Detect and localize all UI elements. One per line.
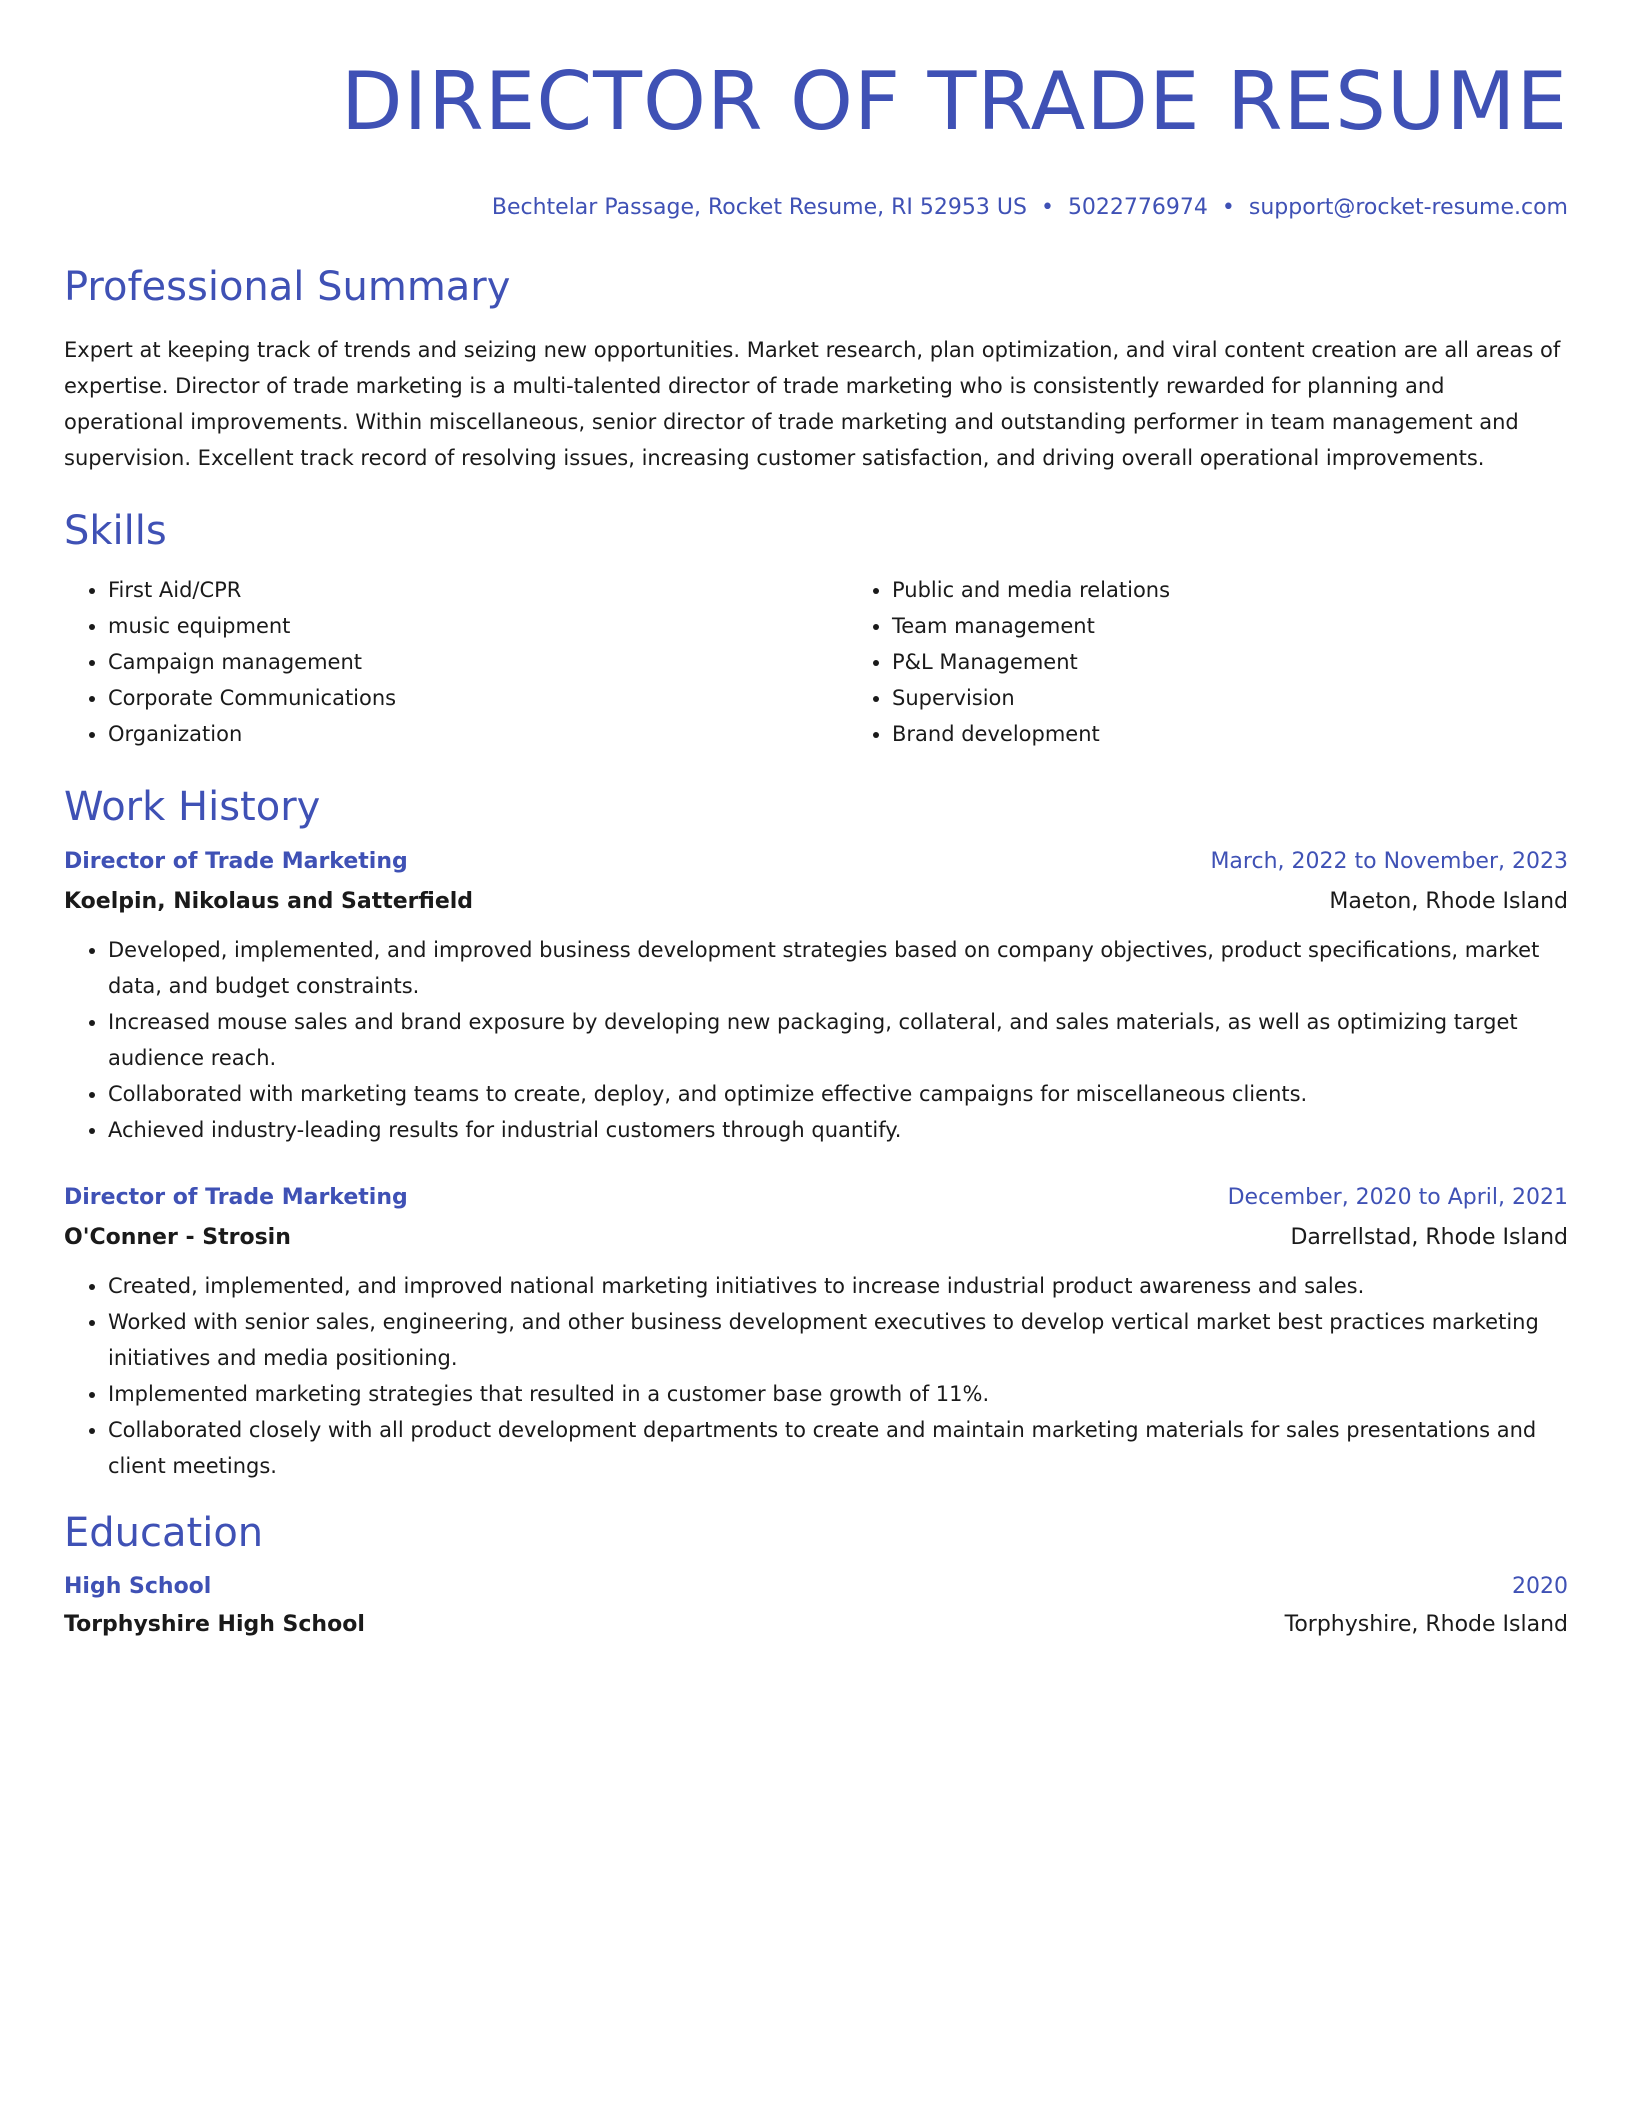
education-school: Torphyshire High School: [64, 1612, 365, 1637]
skill-item: • Supervision: [892, 680, 1170, 716]
job-bullet: • Collaborated with marketing teams to create, deploy, and optimize effective campaigns for miscellaneous clients.: [108, 1076, 1568, 1112]
job-bullet: • Implemented marketing strategies that resulted in a customer base growth of 11%.: [108, 1376, 1568, 1412]
job-bullet: • Increased mouse sales and brand exposure by developing new packaging, collateral, and sales materials, as well as optimizing target audience reach.: [108, 1004, 1568, 1076]
job-bullet: • Collaborated closely with all product development departments to create and maintain marketing materials for sales presentations and client meetings.: [108, 1412, 1568, 1484]
skill-item: • Organization: [108, 716, 848, 752]
job-location: Darrellstad, Rhode Island: [1290, 1225, 1568, 1250]
education-degree-row: [64, 1568, 1568, 1606]
summary-section: [64, 262, 1568, 476]
job-bullet: • Achieved industry-leading results for industrial customers through quantify.: [108, 1112, 1568, 1148]
skill-item: • Brand development: [892, 716, 1170, 752]
work-history-section: [64, 782, 1568, 1484]
skills-section: [64, 506, 1568, 752]
job-company-row: [64, 1218, 1568, 1258]
resume-title: DIRECTOR OF TRADE RESUME: [340, 55, 1568, 148]
skills-grid: [64, 572, 1568, 752]
job-location: Maeton, Rhode Island: [1329, 889, 1568, 914]
education-location: Torphyshire, Rhode Island: [1284, 1612, 1568, 1637]
job-bullets: [64, 932, 1568, 1148]
skills-list-right: [848, 572, 1170, 752]
education-degree: High School: [64, 1574, 212, 1599]
skill-item: • Public and media relations: [892, 572, 1170, 608]
job-bullet: • Created, implemented, and improved national marketing initiatives to increase industrial product awareness and sales.: [108, 1268, 1568, 1304]
education-year: 2020: [1512, 1574, 1568, 1599]
job-bullet: • Developed, implemented, and improved business development strategies based on company objectives, product specifications, market data, and budget constraints.: [108, 932, 1568, 1004]
resume-header: [64, 52, 1568, 222]
skill-item: • P&L Management: [892, 644, 1170, 680]
job-entry: [64, 842, 1568, 1148]
skill-item: • Team management: [892, 608, 1170, 644]
job-title-row: [64, 1178, 1568, 1218]
contact-line: [64, 194, 1568, 222]
job-title-row: [64, 842, 1568, 882]
education-section: [64, 1508, 1568, 1644]
education-school-row: [64, 1606, 1568, 1644]
contact-email: support@rocket-resume.com: [1248, 195, 1568, 220]
summary-text: Expert at keeping track of trends and seizing new opportunities. Market research, plan optimization, and viral content creation are all areas of expertise. Director of trade marketing is a multi-talented director of trade marketing who is consistently rewarded for planning and operational improvements. Within miscellaneous, senior director of trade marketing and outstanding performer in team management and supervision. Excellent track record of resolving issues, increasing customer satisfaction, and driving overall operational improvements.: [64, 338, 1561, 470]
education-entry: [64, 1568, 1568, 1644]
job-dates: December, 2020 to April, 2021: [1227, 1185, 1568, 1210]
skills-list-left: [64, 572, 848, 752]
job-dates: March, 2022 to November, 2023: [1210, 849, 1568, 874]
job-company: Koelpin, Nikolaus and Satterfield: [64, 889, 474, 914]
job-bullets: [64, 1268, 1568, 1484]
skill-item: • Campaign management: [108, 644, 848, 680]
contact-separator: •: [1221, 195, 1235, 220]
skill-item: • First Aid/CPR: [108, 572, 848, 608]
job-bullet: • Worked with senior sales, engineering, and other business development executives to develop vertical market best practices marketing initiatives and media positioning.: [108, 1304, 1568, 1376]
job-title: Director of Trade Marketing: [64, 849, 408, 874]
skill-item: • music equipment: [108, 608, 848, 644]
skill-item: • Corporate Communications: [108, 680, 848, 716]
education-heading: Education: [64, 1510, 264, 1556]
summary-heading: Professional Summary: [64, 264, 511, 310]
job-entry: [64, 1178, 1568, 1484]
job-title: Director of Trade Marketing: [64, 1185, 408, 1210]
work-history-heading: Work History: [64, 784, 321, 830]
job-company: O'Conner - Strosin: [64, 1225, 291, 1250]
job-company-row: [64, 882, 1568, 922]
contact-address: Bechtelar Passage, Rocket Resume, RI 52953 US: [491, 195, 1027, 220]
contact-separator: •: [1040, 195, 1054, 220]
contact-phone: 5022776974: [1067, 195, 1208, 220]
skills-heading: Skills: [64, 508, 167, 554]
